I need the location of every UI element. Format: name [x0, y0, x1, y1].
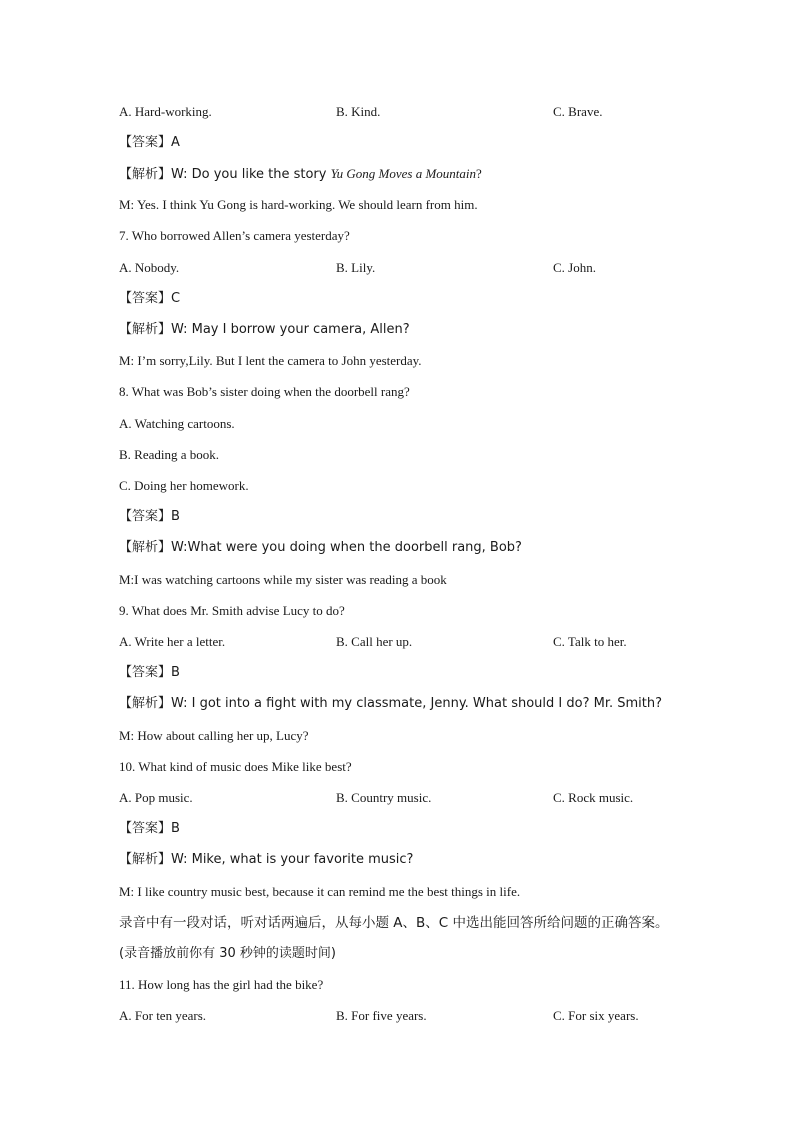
q10-option-b: B. Country music. — [336, 790, 432, 805]
q6-option-b: B. Kind. — [336, 104, 381, 119]
q8-answer: 【答案】B — [119, 509, 180, 524]
q11-question: 11. How long has the girl had the bike? — [119, 977, 324, 992]
q9-analysis: 【解析】W: I got into a fight with my classmate, Jenny. What should I do? Mr. Smith? — [119, 696, 663, 711]
q9-question: 9. What does Mr. Smith advise Lucy to do? — [119, 603, 345, 618]
q7-option-b: B. Lily. — [336, 260, 376, 275]
section-instruction: 录音中有一段对话，听对话两遍后，从每小题 A、B、C 中选出能回答所给问题的正确答案。 — [119, 915, 669, 931]
q6-answer: 【答案】A — [119, 135, 180, 150]
q9-answer: 【答案】B — [119, 665, 180, 680]
q8-option-b: B. Reading a book. — [119, 447, 220, 462]
q7-answer: 【答案】C — [119, 291, 181, 306]
q11-option-c: C. For six years. — [553, 1008, 639, 1023]
section-note: (录音播放前你有 30 秒钟的读题时间) — [119, 946, 336, 961]
q6-analysis-suffix: ? — [476, 166, 482, 181]
q7-m-line: M: I’m sorry,Lily. But I lent the camera to John yesterday. — [119, 353, 422, 368]
q8-question: 8. What was Bob’s sister doing when the doorbell rang? — [119, 384, 410, 399]
q8-option-a: A. Watching cartoons. — [119, 416, 235, 431]
q10-m-line: M: I like country music best, because it can remind me the best things in life. — [119, 884, 521, 899]
q7-option-c: C. John. — [553, 260, 596, 275]
q9-m-line: M: How about calling her up, Lucy? — [119, 728, 309, 743]
q9-option-c: C. Talk to her. — [553, 634, 627, 649]
q6-story-title: Yu Gong Moves a Mountain — [330, 166, 477, 181]
q7-option-a: A. Nobody. — [119, 260, 180, 275]
q10-analysis: 【解析】W: Mike, what is your favorite music? — [119, 852, 414, 867]
q11-option-b: B. For five years. — [336, 1008, 427, 1023]
q8-m-line: M:I was watching cartoons while my sister was reading a book — [119, 572, 447, 587]
q7-analysis: 【解析】W: May I borrow your camera, Allen? — [119, 322, 410, 337]
q11-option-a: A. For ten years. — [119, 1008, 207, 1023]
q8-analysis: 【解析】W:What were you doing when the doorbell rang, Bob? — [119, 540, 522, 555]
q6-m-line: M: Yes. I think Yu Gong is hard-working. We should learn from him. — [119, 197, 478, 212]
q8-option-c: C. Doing her homework. — [119, 478, 249, 493]
q9-option-a: A. Write her a letter. — [119, 634, 226, 649]
q10-option-c: C. Rock music. — [553, 790, 634, 805]
q6-analysis-prefix: 【解析】W: Do you like the story — [119, 167, 331, 182]
q10-answer: 【答案】B — [119, 821, 180, 836]
q10-question: 10. What kind of music does Mike like best? — [119, 759, 352, 774]
q10-option-a: A. Pop music. — [119, 790, 193, 805]
q6-option-a: A. Hard-working. — [119, 104, 212, 119]
q6-analysis — [119, 165, 482, 184]
q6-option-c: C. Brave. — [553, 104, 603, 119]
q7-question: 7. Who borrowed Allen’s camera yesterday? — [119, 228, 350, 243]
q9-option-b: B. Call her up. — [336, 634, 413, 649]
